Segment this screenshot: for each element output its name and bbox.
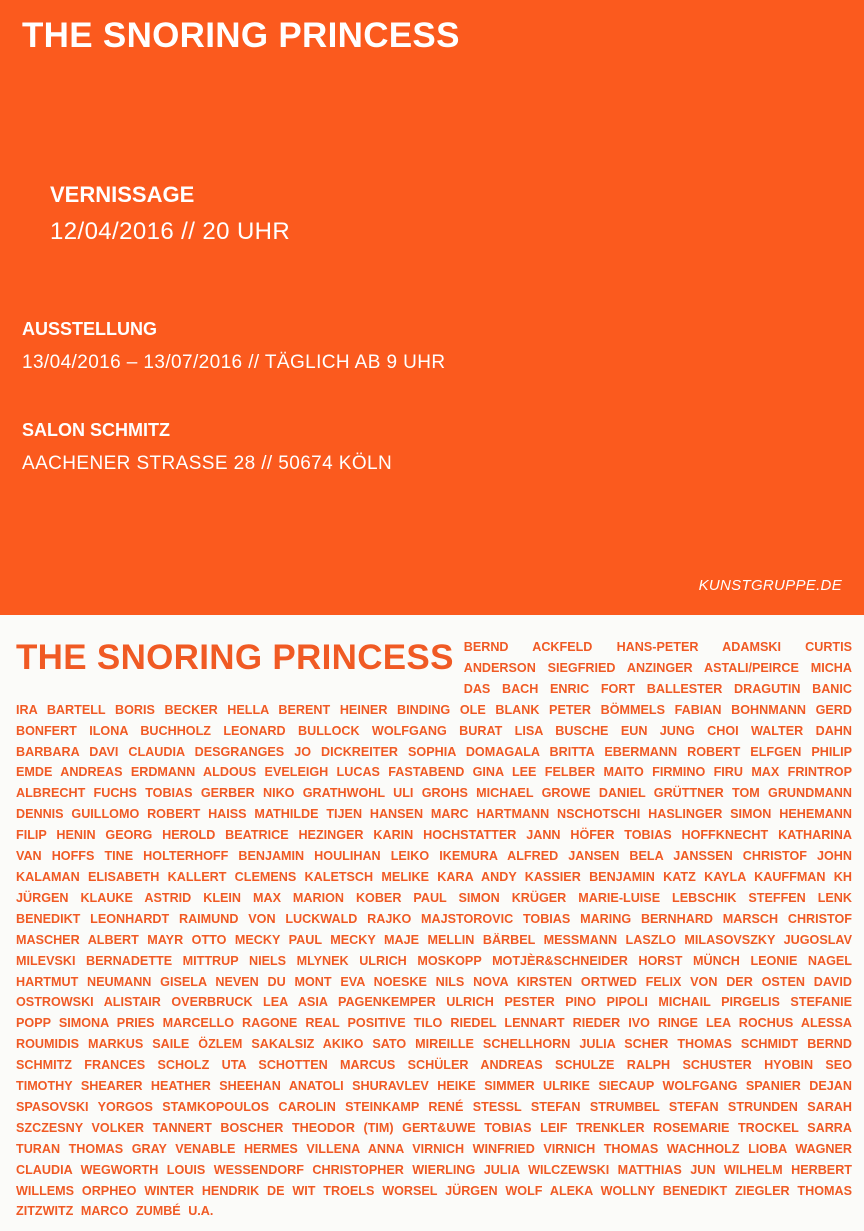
- artists-panel: [0, 615, 864, 1231]
- website-link[interactable]: KUNSTGRUPPE.DE: [698, 577, 842, 594]
- venue-address: AACHENER STRASSE 28 // 50674 KÖLN: [22, 453, 393, 474]
- poster-title: THE SNORING PRINCESS: [22, 16, 460, 55]
- ausstellung-dates: 13/04/2016 – 13/07/2016 // TÄGLICH AB 9 UHR: [22, 352, 446, 373]
- vernissage-label: VERNISSAGE: [50, 182, 195, 207]
- vernissage-date: 12/04/2016 // 20 UHR: [50, 218, 291, 245]
- artists-section-title: THE SNORING PRINCESS: [16, 638, 454, 677]
- event-info-panel: [0, 0, 864, 615]
- venue-name: SALON SCHMITZ: [22, 420, 170, 440]
- artist-names: BERND ACKFELD HANS-PETER ADAMSKI CURTIS ANDERSON SIEGFRIED ANZINGER ASTALI/PEIRCE MICHA DAS BACH ENRIC FORT BALLESTER DRAGUTIN BANIC IRA BARTELL BORIS BECKER HELLA BERENT HEINER BINDING OLE BLANK PETER BÖMMELS FABIAN BOHNMANN GERD BONFERT ILONA BUCHHOLZ LEONARD BULLOCK WOLFGANG BURAT LISA BUSCHE EUN JUNG CHOI WALTER DAHN BARBARA DAVI CLAUDIA DESGRANGES JO DICKREITER SOPHIA DOMAGALA BRITTA EBERMANN ROBERT ELFGEN PHILIP EMDE ANDREAS ERDMANN ALDOUS EVELEIGH LUCAS FASTABEND GINA LEE FELBER MAITO FIRMINO FIRU MAX FRINTROP ALBRECHT FUCHS TOBIAS GERBER NIKO GRATHWOHL ULI GROHS MICHAEL GROWE DANIEL GRÜTTNER TOM GRUNDMANN DENNIS GUILLOMO ROBERT HAISS MATHILDE TIJEN HANSEN MARC HARTMANN NSCHOTSCHI HASLINGER SIMON HEHEMANN FILIP HENIN GEORG HEROLD BEATRICE HEZINGER KARIN HOCHSTATTER JANN HÖFER TOBIAS HOFFKNECHT KATHARINA VAN HOFFS TINE HOLTERHOFF BENJAMIN HOULIHAN LEIKO IKEMURA ALFRED JANSEN BELA JANSSEN CHRISTOF JOHN KALAMAN ELISABETH KALLERT CLEMENS KALETSCH MELIKE KARA ANDY KASSIER BENJAMIN KATZ KAYLA KAUFFMAN KH JÜRGEN KLAUKE ASTRID KLEIN MAX MARION KOBER PAUL SIMON KRÜGER MARIE-LUISE LEBSCHIK STEFFEN LENK BENEDIKT LEONHARDT RAIMUND VON LUCKWALD RAJKO MAJSTOROVIC TOBIAS MARING BERNHARD MARSCH CHRISTOF MASCHER ALBERT MAYR OTTO MECKY PAUL MECKY MAJE MELLIN BÄRBEL MESSMANN LASZLO MILASOVSZKY JUGOSLAV MILEVSKI BERNADETTE MITTRUP NIELS MLYNEK ULRICH MOSKOPP MOTJÈR&SCHNEIDER HORST MÜNCH LEONIE NAGEL HARTMUT NEUMANN GISELA NEVEN DU MONT EVA NOESKE NILS NOVA KIRSTEN ORTWED FELIX VON DER OSTEN DAVID OSTROWSKI ALISTAIR OVERBRUCK LEA ASIA PAGENKEMPER ULRICH PESTER PINO PIPOLI MICHAIL PIRGELIS STEFANIE POPP SIMONA PRIES MARCELLO RAGONE REAL POSITIVE TILO RIEDEL LENNART RIEDER IVO RINGE LEA ROCHUS ALESSA ROUMIDIS MARKUS SAILE ÖZLEM SAKALSIZ AKIKO SATO MIREILLE SCHELLHORN JULIA SCHER THOMAS SCHMIDT BERND SCHMITZ FRANCES SCHOLZ UTA SCHOTTEN MARCUS SCHÜLER ANDREAS SCHULZE RALPH SCHUSTER HYOBIN SEO TIMOTHY SHEARER HEATHER SHEEHAN ANATOLI SHURAVLEV HEIKE SIMMER ULRIKE SIECAUP WOLFGANG SPANIER DEJAN SPASOVSKI YORGOS STAMKOPOULOS CAROLIN STEINKAMP RENÉ STESSL STEFAN STRUMBEL STEFAN STRUNDEN SARAH SZCZESNY VOLKER TANNERT BOSCHER THEODOR (TIM) GERT&UWE TOBIAS LEIF TRENKLER ROSEMARIE TROCKEL SARRA TURAN THOMAS GRAY VENABLE HERMES VILLENA ANNA VIRNICH WINFRIED VIRNICH THOMAS WACHHOLZ LIOBA WAGNER CLAUDIA WEGWORTH LOUIS WESSENDORF CHRISTOPHER WIERLING JULIA WILCZEWSKI MATTHIAS JUN WILHELM HERBERT WILLEMS ORPHEO WINTER HENDRIK DE WIT TROELS WORSEL JÜRGEN WOLF ALEKA WOLLNY BENEDIKT ZIEGLER THOMAS ZITZWITZ MARCO ZUMBÉ U.A.: [16, 640, 852, 1219]
- ausstellung-label: AUSSTELLUNG: [22, 319, 157, 339]
- artist-list: [16, 637, 852, 1222]
